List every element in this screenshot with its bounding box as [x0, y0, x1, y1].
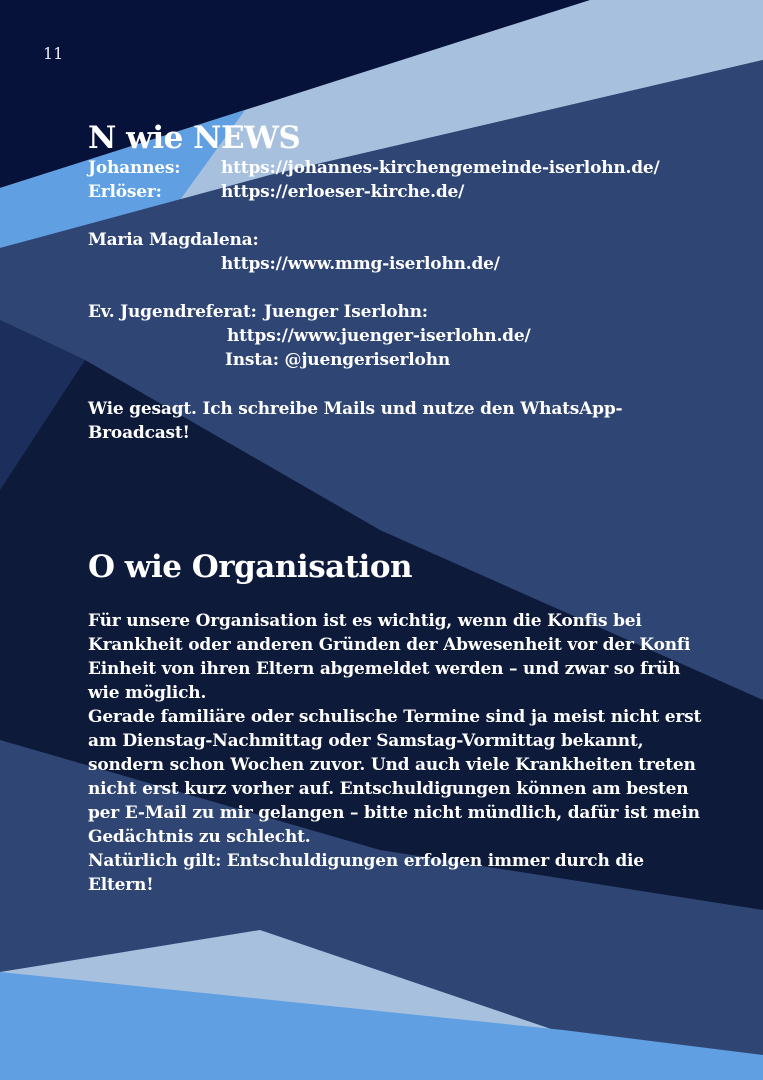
- organisation-line: Gedächtnis zu schlecht.: [88, 827, 311, 847]
- organisation-line: Gerade familiäre oder schulische Termine sind ja meist nicht erst: [88, 707, 702, 727]
- organisation-line: Für unsere Organisation ist es wichtig, wenn die Konfis bei: [88, 611, 642, 631]
- johannes-link[interactable]: https://johannes-kirchengemeinde-iserlohn.de/: [221, 158, 660, 178]
- juenger-iserlohn-link[interactable]: https://www.juenger-iserlohn.de/: [227, 326, 531, 346]
- erloeser-label: Erlöser:: [88, 182, 162, 202]
- johannes-label: Johannes:: [88, 158, 181, 178]
- organisation-line: wie möglich.: [88, 683, 207, 703]
- organisation-line: Eltern!: [88, 875, 154, 895]
- news-note-line: Wie gesagt. Ich schreibe Mails und nutze den WhatsApp-: [88, 399, 623, 419]
- juenger-iserlohn-name: Juenger Iserlohn:: [264, 302, 428, 322]
- organisation-line: am Dienstag-Nachmittag oder Samstag-Vormittag bekannt,: [88, 731, 644, 751]
- jugendreferat-label: Ev. Jugendreferat:: [88, 302, 257, 322]
- organisation-line: nicht erst kurz vorher auf. Entschuldigungen können am besten: [88, 779, 689, 799]
- page-number: 11: [43, 44, 64, 63]
- organisation-line: Einheit von ihren Eltern abgemeldet werden – und zwar so früh: [88, 659, 681, 679]
- organisation-line: sondern schon Wochen zuvor. Und auch viele Krankheiten treten: [88, 755, 696, 775]
- maria-magdalena-link[interactable]: https://www.mmg-iserlohn.de/: [221, 254, 500, 274]
- maria-magdalena-label: Maria Magdalena:: [88, 230, 259, 250]
- organisation-line: per E-Mail zu mir gelangen – bitte nicht mündlich, dafür ist mein: [88, 803, 700, 823]
- organisation-line: Krankheit oder anderen Gründen der Abwesenheit vor der Konfi: [88, 635, 691, 655]
- instagram-handle: Insta: @juengeriserlohn: [225, 350, 451, 370]
- organisation-body: [88, 609, 701, 897]
- news-note-line: Broadcast!: [88, 423, 190, 443]
- organisation-heading: O wie Organisation: [88, 549, 413, 585]
- news-heading: N wie NEWS: [88, 120, 301, 156]
- erloeser-link[interactable]: https://erloeser-kirche.de/: [221, 182, 465, 202]
- organisation-line: Natürlich gilt: Entschuldigungen erfolgen immer durch die: [88, 851, 644, 871]
- news-note: [88, 397, 622, 445]
